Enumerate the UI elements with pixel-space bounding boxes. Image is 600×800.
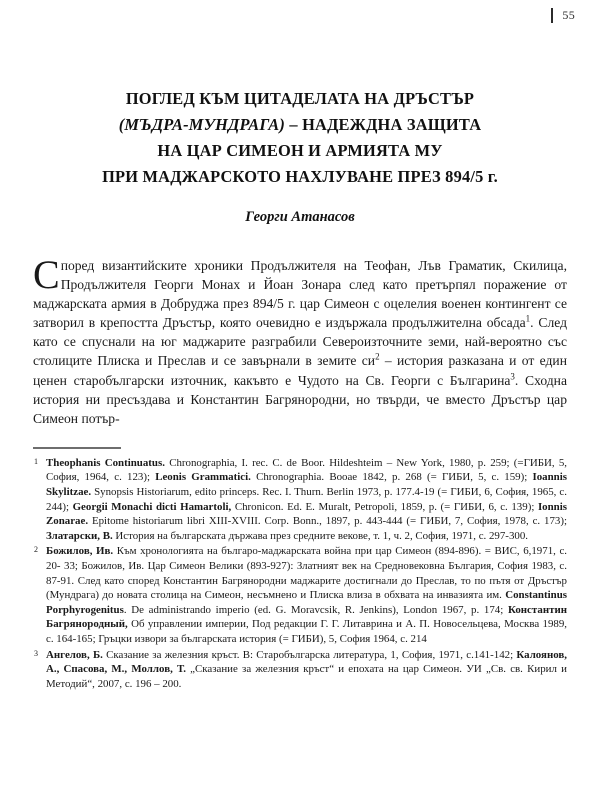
footnote-2-text: Божилов, Ив. Към хронологията на българо-маджарската война при цар Симеон (894-896). = ВИС, 6,1971, с. 20- 33; Божилов, Ив. Цар Симеон Велики (893-927): Златният век на Средновековна България, София 1983, с. 87-91. След като според Константин Багрянородни маджарите достигнали до Преслав, то по пътя от Дръстър (Мундрага) до новата столица на Симеон, несъмнено и Плиска влиза в обхвата на инвазията им. Constantinus Porphyrogenitus. De administrando imperio (ed. G. Moravcsik, R. Jenkins), London 1967, p. 174; Константин Багрянородный, Об управлении империи, Под редакции Г. Г. Литаврина и А. П. Новосельцева, Москва 1989, с. 164-165; Гръцки извори за българската история (= ГИБИ), 5, София 1964, с. 214 [46, 545, 568, 645]
footnote-author: Константин Багрянородный, [46, 603, 567, 631]
author-byline: Георги Атанасов [245, 209, 355, 225]
running-head [0, 0, 600, 30]
footnote-3 [33, 648, 567, 692]
drop-cap: С [33, 252, 60, 297]
footnote-2-marker: 2 [34, 545, 38, 555]
footnote-author: Калоянов, А., Спасова, М., Моллов, Т. [46, 648, 567, 676]
footnote-author: Ionnis Zonarae. [46, 500, 567, 528]
footnote-author: Ангелов, Б. [46, 648, 103, 661]
footnote-author: Ioannis Skylitzae. [46, 471, 567, 499]
footnote-author: Theophanis Continuatus. [46, 456, 165, 469]
title-line-3: НА ЦАР СИМЕОН И АРМИЯТА МУ [157, 141, 443, 160]
body-paragraph [33, 252, 567, 428]
footnote-3-text: Ангелов, Б. Сказание за железния кръст. В: Старобългарска литература, 1, София, 1971, с.141-142; Калоянов, А., Спасова, М., Моллов, Т. „Сказание за железния кръст“ и епохата на цар Симеон. УИ „Св. св. Кирил и Методий“, 2007, с. 196 – 200. [46, 648, 567, 690]
title-line-2-roman: – НАДЕЖДНА ЗАЩИТА [285, 115, 482, 134]
footnote-3-marker: 3 [34, 648, 38, 658]
footnote-list [33, 456, 567, 692]
page-content [33, 30, 567, 800]
page-title [33, 86, 567, 190]
vertical-bar-icon [551, 8, 553, 23]
footnote-author: Leonis Grammatici. [155, 471, 251, 484]
title-line-4: ПРИ МАДЖАРСКОТО НАХЛУВАНЕ ПРЕЗ 894/5 г. [102, 167, 498, 186]
title-line-2-italic: (МЪДРА-МУНДРАГА) [118, 115, 286, 134]
title-line-2 [33, 112, 567, 138]
title-line-1: ПОГЛЕД КЪМ ЦИТАДЕЛАТА НА ДРЪСТЪР [125, 89, 475, 108]
footnote-2 [33, 544, 567, 646]
footnote-author: Златарски, В. [46, 529, 113, 542]
body-text-run: поред византийските хроники Продължителя на Теофан, Лъв Граматик, Скилица, Продължителя Георги Монах и Йоан Зонара след като претърпял поражение от маджарската армия в Добруджа през 894/5 г. цар Симеон с оцелелия военен контингент се затворил в крепостта Дръстър, която очевидно е издържала продължителна обсада$^1$. След като се спуснали на юг маджарите разграбили Североизточните земи, най-вероятно със столиците Плиска и Преслав и се завърнали в земите $си^2$ – история разказана и от един ценен старобългарски източник, какъвто е Чудото на Св. Георги с Българина$^3$. Сходна история ни пресъздава и Константин Багрянородни, но твърди, че вместо Дръстър цар Симеон потър- [33, 258, 567, 426]
page-number: 55 [562, 7, 575, 22]
footnote-author: Constantinus Porphyrogenitus [46, 589, 567, 616]
footnote-1-marker: 1 [34, 456, 38, 466]
footnote-1-text: Theophanis Continuatus. Chronographia, I. rec. C. de Boor. Hildeshteim – New York, 1980, p. 259; (=ГИБИ, 5, София, 1964, с. 123); Leonis Grammatici. Chronographia. Booae 1842, p. 268 (= ГИБИ, 5, с. 159); Ioannis Skylitzae. Synopsis Historiarum, edito princeps. Rec. I. Thurn. Berlin 1973, p. 177.4-19 (= ГИБИ, 6, София, 1965, с. 244); Georgii Monachi dicti Hamartoli, Chronicon. Ed. E. Muralt, Petropoli, 1859, p. (= ГИБИ, 6, с. 139); Ionnis Zonarae. Epitome historiarum libri XIII-XVIII. Corp. Bonn., 1897, p. 443-444 (= ГИБИ, 7, София, 1978, с. 173); Златарски, В. История на българската държава през средните векове, т. 1, ч. 2, София, 1971, с. 297-300. [46, 456, 567, 542]
footnote-author: Божилов, Ив. [46, 545, 114, 558]
footnote-separator [33, 447, 121, 449]
footnote-1 [33, 456, 567, 544]
footnote-author: Georgii Monachi dicti Hamartoli, [72, 500, 232, 513]
